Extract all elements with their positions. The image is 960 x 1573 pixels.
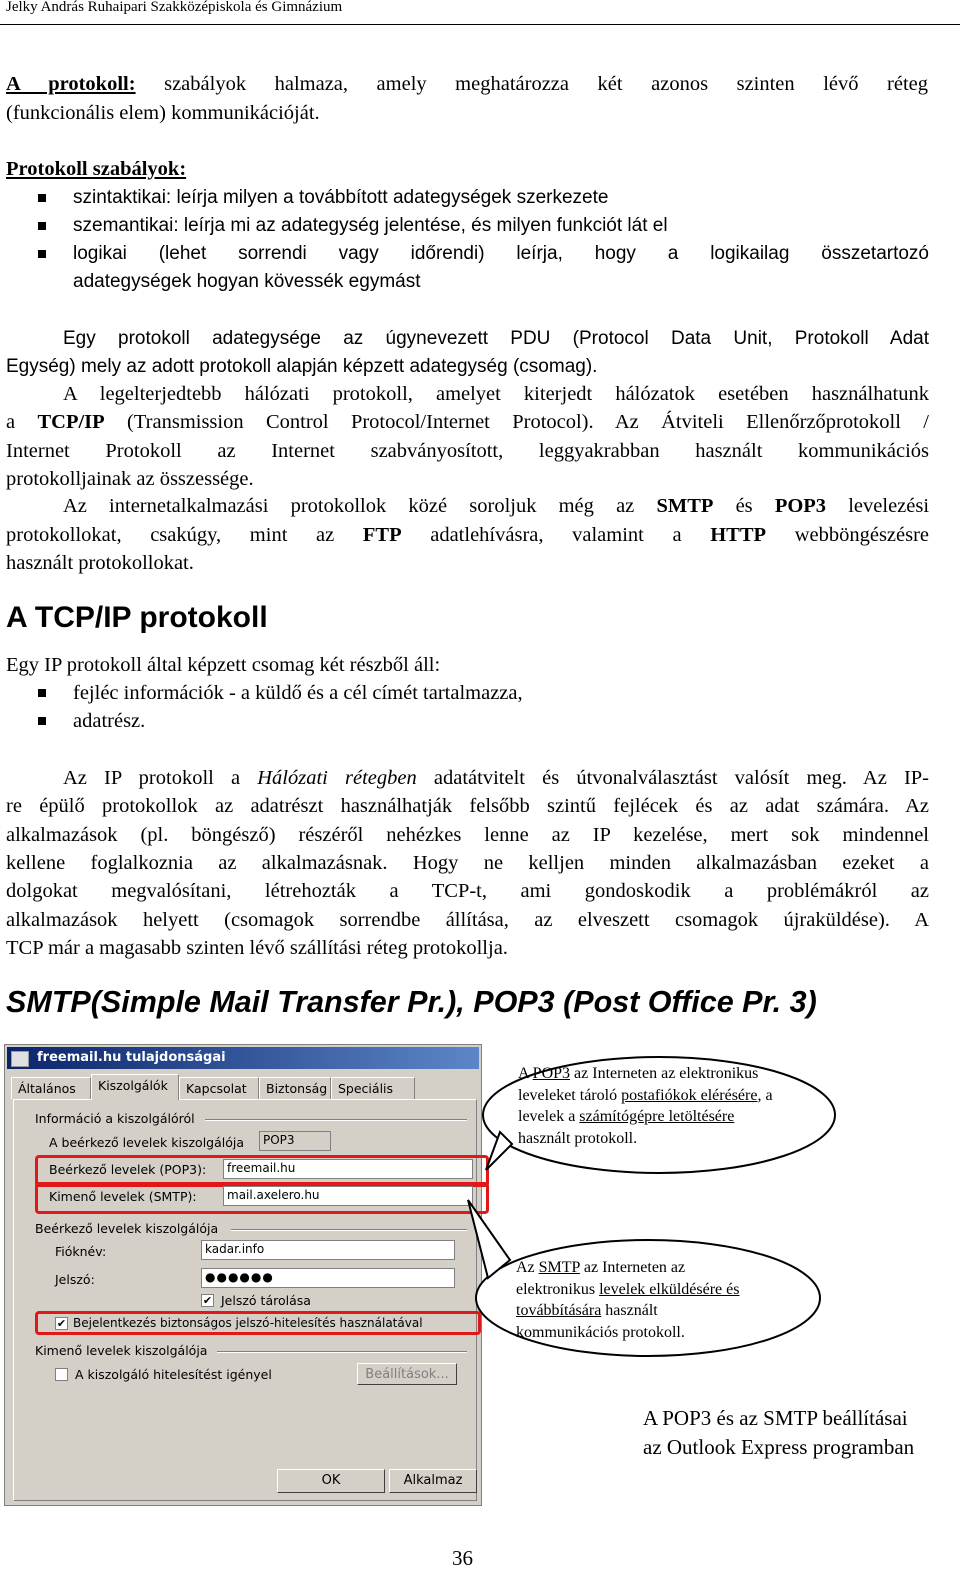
ip-para-line-4: kellene foglalkoznia az alkalmazásnak. Hogy ne kelljen minden alkalmazásban ezeket a: [6, 852, 929, 874]
http-bold: HTTP: [710, 524, 767, 546]
text: a: [6, 411, 16, 433]
apps-para-line-1: [63, 492, 929, 521]
smtp-line-3: [516, 1300, 739, 1322]
text: levelezési: [848, 495, 930, 517]
text: leveleket tároló: [518, 1086, 618, 1104]
definition-line-2: (funkcionális elem) kommunikációját.: [6, 102, 320, 124]
pop3-line-3: [518, 1106, 773, 1128]
tcpip-para-line-3: Internet Protokoll az Internet szabványosított, leggyakrabban használt kommunikációs: [6, 440, 929, 462]
packet-header-item: fejléc információk - a küldő és a cél címét tartalmazza,: [73, 682, 523, 704]
text: SMTP: [538, 1259, 580, 1276]
page-number: 36: [452, 1546, 473, 1570]
ip-para-line-3: alkalmazások (pl. böngésző) részéről nehézkes lenne az IP kezelése, mert sok mindennel: [6, 824, 929, 846]
password-label: Jelszó:: [55, 1272, 95, 1287]
text: A: [518, 1065, 529, 1082]
outgoing-server-label: Kimenő levelek (SMTP):: [49, 1189, 197, 1204]
pdu-line-1: Egy protokoll adategysége az úgynevezett PDU (Protocol Data Unit, Protokoll Adat: [63, 328, 929, 349]
text: Az internetalkalmazási protokollok közé soroljuk még az: [63, 495, 635, 517]
bullet-icon: [38, 222, 46, 230]
smtp-line-2: [516, 1279, 739, 1301]
text: protokollokat, csakúgy, mint az: [6, 524, 335, 546]
bullet-icon: [38, 717, 46, 725]
bullet-icon: [38, 689, 46, 697]
text: Az IP protokoll a: [63, 767, 241, 789]
apps-para-line-3: használt protokollokat.: [6, 552, 194, 574]
bullet-icon: [38, 250, 46, 258]
ip-para-line-2: re épülő protokollok az adatrészt használhatják felsőbb szintű fejlécek és az adat számára. Az: [6, 795, 929, 817]
outgoing-server-input[interactable]: mail.axelero.hu: [223, 1186, 473, 1206]
remember-password-label: Jelszó tárolása: [221, 1293, 311, 1308]
tab-general[interactable]: Általános: [11, 1077, 91, 1099]
apply-button[interactable]: Alkalmaz: [389, 1469, 477, 1493]
text: számítógépre letöltésére: [579, 1108, 735, 1125]
tab-security[interactable]: Biztonság: [259, 1077, 331, 1099]
text: levelek a: [518, 1108, 576, 1125]
caption-line-1: A POP3 és az SMTP beállításai: [643, 1406, 908, 1430]
outgoing-section-label: Kimenő levelek kiszolgálója: [35, 1343, 208, 1358]
smtp-line-1: [516, 1257, 739, 1279]
packet-intro: Egy IP protokoll által képzett csomag két részből áll:: [6, 654, 441, 676]
text: az Interneten az: [583, 1259, 686, 1276]
apps-para-line-2: [6, 521, 929, 550]
text: levelek elküldésére és: [599, 1280, 740, 1298]
text: webböngészésre: [794, 524, 930, 546]
smtp-line-4: kommunikációs protokoll.: [516, 1323, 685, 1341]
incoming-section-label: Beérkező levelek kiszolgálója: [35, 1221, 219, 1236]
ip-para-line-6: alkalmazások helyett (csomagok sorrendbe állítása, az elveszett csomagok újraküldése). A: [6, 909, 929, 931]
ip-para-line-5: dolgokat megvalósítani, létrehozták a TCP-t, ami gondoskodik a problémákról az: [6, 880, 929, 902]
tcpip-para-line-2: [6, 408, 929, 437]
text: az Interneten az elektronikus: [574, 1065, 759, 1082]
ip-para-line-1: [63, 764, 929, 793]
incoming-type-label: A beérkező levelek kiszolgálója: [49, 1135, 245, 1150]
tcpip-bold: TCP/IP: [37, 411, 105, 433]
server-info-label: Információ a kiszolgálóról: [35, 1111, 195, 1126]
tcpip-para-line-1: A legelterjedtebb hálózati protokoll, amelyet kiterjedt hálózatok esetében használhatunk: [63, 383, 929, 405]
text: adatátvitelt és útvonalválasztást valósít meg. Az IP-: [433, 767, 930, 789]
bullet-icon: [38, 194, 46, 202]
pop3-bold: POP3: [774, 495, 827, 517]
spa-label: Bejelentkezés biztonságos jelszó-hitelesítés használatával: [73, 1316, 423, 1330]
dialog-title: freemail.hu tulajdonságai: [37, 1050, 226, 1065]
spa-checkbox[interactable]: ✔: [56, 1317, 67, 1330]
rules-title: Protokoll szabályok:: [6, 158, 187, 180]
pop3-line-4: használt protokoll.: [518, 1129, 638, 1147]
incoming-server-label: Beérkező levelek (POP3):: [49, 1162, 207, 1177]
text: továbbítására: [516, 1302, 602, 1319]
network-layer-italic: Hálózati rétegben: [257, 767, 417, 789]
ip-para-line-7: TCP már a magasabb szinten lévő szállítási réteg protokollja.: [6, 937, 508, 959]
tcpip-heading: A TCP/IP protokoll: [6, 601, 268, 634]
text: adatlehívásra, valamint a: [430, 524, 682, 546]
tab-servers[interactable]: Kiszolgálók: [91, 1074, 179, 1100]
tcpip-para-line-4: protokolljainak az összessége.: [6, 468, 254, 490]
settings-button[interactable]: Beállítások...: [357, 1363, 457, 1385]
caption-line-2: az Outlook Express programban: [643, 1435, 915, 1459]
figure-caption: [643, 1404, 914, 1462]
ftp-bold: FTP: [362, 524, 402, 546]
rule-logical-cont: adategységek hogyan kövessék egymást: [73, 271, 421, 292]
text: (Transmission Control Protocol/Internet Protocol). Az Átviteli Ellenőrzőprotokoll /: [127, 411, 930, 433]
account-name-label: Fióknév:: [55, 1244, 107, 1259]
smtp-pointer: [468, 1200, 510, 1278]
text: használt: [605, 1302, 658, 1319]
page-header: Jelky András Ruhaipari Szakközépiskola és Gimnázium: [6, 0, 343, 15]
text: és: [735, 495, 753, 517]
text: Az: [516, 1259, 535, 1276]
pop3-line-2: [518, 1085, 773, 1107]
pop3-callout-text: [518, 1063, 773, 1149]
tab-connection[interactable]: Kapcsolat: [179, 1077, 259, 1099]
rule-syntax: szintaktikai: leírja milyen a továbbított adategységek szerkezete: [73, 187, 609, 208]
account-name-input[interactable]: kadar.info: [201, 1240, 455, 1260]
password-input[interactable]: ●●●●●●: [201, 1268, 455, 1288]
pop3-line-1: [518, 1063, 773, 1085]
rule-logical: logikai (lehet sorrendi vagy időrendi) leírja, hogy a logikailag összetartozó: [73, 243, 929, 264]
rule-semantic: szemantikai: leírja mi az adategység jelentése, és milyen funkciót lát el: [73, 215, 668, 236]
pdu-line-2: Egység) mely az adott protokoll alapján képzett adategység (csomag).: [6, 356, 598, 377]
remember-password-checkbox[interactable]: ✔: [202, 1294, 213, 1307]
protocol-term: A protokoll:: [6, 73, 136, 95]
smtp-pop3-heading: SMTP(Simple Mail Transfer Pr.), POP3 (Post Office Pr. 3): [6, 985, 817, 1019]
text: postafiókok elérésére: [621, 1086, 758, 1104]
text: , a: [757, 1086, 773, 1104]
header-rule: [0, 24, 960, 25]
text: POP3: [532, 1065, 571, 1082]
ok-button[interactable]: OK: [277, 1469, 385, 1493]
text: elektronikus: [516, 1280, 596, 1298]
protocol-definition: [6, 70, 928, 99]
auth-required-label: A kiszolgáló hitelesítést igényel: [75, 1367, 272, 1382]
smtp-bold: SMTP: [656, 495, 714, 517]
incoming-server-input[interactable]: freemail.hu: [223, 1159, 473, 1179]
smtp-callout-text: [516, 1257, 739, 1343]
packet-data-item: adatrész.: [73, 710, 146, 732]
auth-required-checkbox[interactable]: [55, 1368, 68, 1381]
incoming-type-field: POP3: [259, 1131, 331, 1151]
definition-line-1: szabályok halmaza, amely meghatározza két azonos szinten lévő réteg: [164, 73, 929, 95]
tab-advanced[interactable]: Speciális: [331, 1077, 415, 1099]
